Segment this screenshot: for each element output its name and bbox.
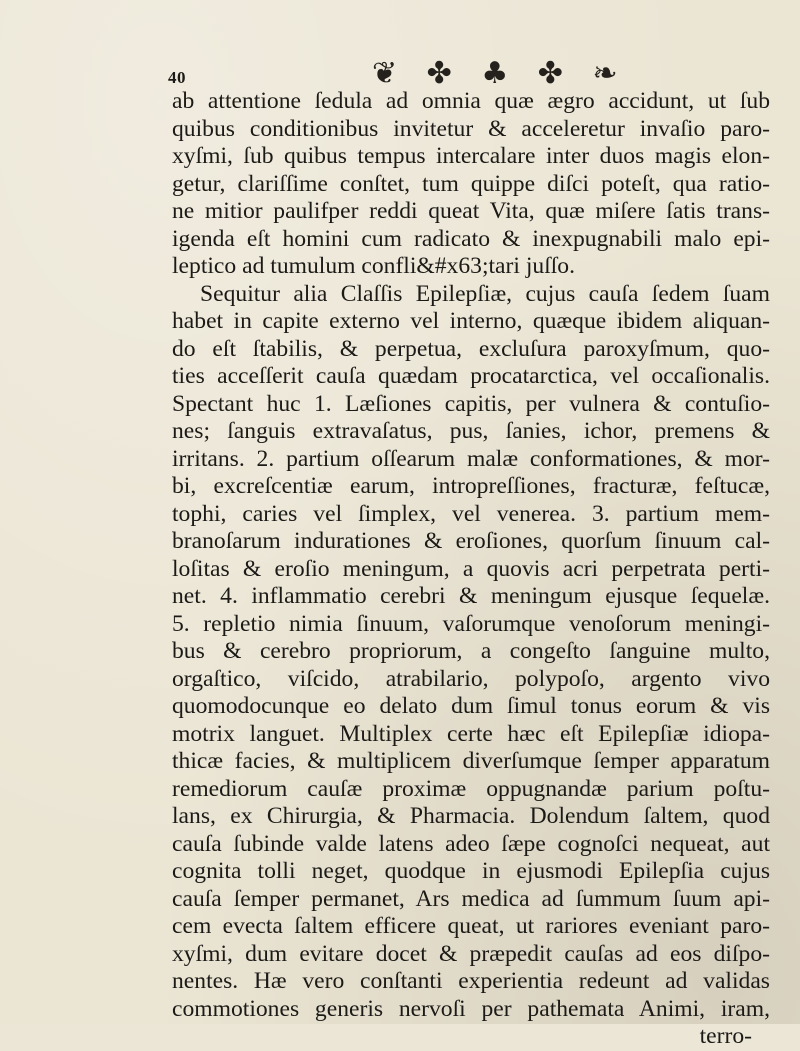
text-line: getur, clariſſime conſtet, tum quippe diſci poteſt, qua ratio- [172,170,770,197]
text-line: Spectant huc 1. Læſiones capitis, per vulnera & contuſio- [172,390,770,417]
text-line: cem evecta ſaltem efficere queat, ut rariores eveniant paro- [172,913,770,939]
text-line: cauſa ſubinde valde latens adeo ſæpe cognoſci nequeat, aut [172,830,770,857]
text-line: quomodocunque eo delato dum ſimul tonus eorum & vis [172,693,770,719]
text-line: orgaſtico, viſcido, atrabilario, polypoſo, argento vivo [172,665,770,692]
text-line: thicæ facies, & multiplicem diverſumque ſemper apparatum [172,748,770,774]
text-line: xyſmi, ſub quibus tempus intercalare inter duos magis elon- [172,143,770,169]
text-line: ne mitior paulifper reddi queat Vita, quæ miſere ſatis trans- [172,198,770,224]
text-line: cognita tolli neget, quodque in ejusmodi Epilepſia cujus [172,858,770,884]
text-line: tophi, caries vel ſimplex, vel venerea. 3. partium mem- [172,500,770,527]
text-line: net. 4. inflammatio cerebri & meningum ejusque ſequelæ. [172,583,770,609]
text-line: bi, excreſcentiæ earum, intropreſſiones, fracturæ, feſtucæ, [172,473,770,499]
text-line: igenda eſt homini cum radicato & inexpugnabili malo epi- [172,225,770,252]
text-line: motrix languet. Multiplex certe hæc eſt Epilepſiæ idiopa- [172,720,770,747]
ornament-icon: ❦ ✤ ♣ ✤ ❧ [372,56,628,91]
text-line: loſitas & eroſio meningum, a quovis acri perpetrata perti- [172,555,770,582]
text-line: leptico ad tumulum confli&#x63;tari juſſo. [172,253,575,279]
text-line: irritans. 2. partium oſſearum malæ conformationes, & mor- [172,445,770,472]
text-line: branoſarum indurationes & eroſiones, quorſum ſinuum cal- [172,528,770,554]
text-line: ab attentione ſedula ad omnia quæ ægro accidunt, ut ſub [172,88,770,114]
text-line: commotiones generis nervoſi per pathemata Animi, iram, [172,995,770,1022]
body-text [172,88,770,1051]
text-line: remediorum cauſæ proximæ oppugnandæ parium poſtu- [172,775,770,802]
text-line: cauſa ſemper permanet, Ars medica ad ſummum ſuum api- [172,885,770,912]
text-line: habet in capite externo vel interno, quæque ibidem aliquan- [172,308,770,334]
text-line: Sequitur alia Claſſis Epilepſiæ, cujus cauſa ſedem ſuam [200,280,770,307]
text-line: lans, ex Chirurgia, & Pharmacia. Dolendum ſaltem, quod [172,803,770,829]
catchword: terro- [699,1023,752,1049]
text-line: ties acceſſerit cauſa quædam procatarctica, vel occaſionalis. [172,363,770,389]
page-header [150,46,710,91]
text-line: nes; ſanguis extravaſatus, pus, ſanies, ichor, premens & [172,418,770,444]
text-line: quibus conditionibus invitetur & acceleretur invaſio paro- [172,115,770,142]
page-number: 40 [168,68,186,87]
text-line: bus & cerebro propriorum, a congeſto ſanguine multo, [172,638,770,664]
text-line: do eſt ſtabilis, & perpetua, excluſura paroxyſmum, quo- [172,335,770,362]
text-line: xyſmi, dum evitare docet & præpedit cauſas ad eos diſpo- [172,940,770,967]
text-line: nentes. Hæ vero conſtanti experientia redeunt ad validas [172,968,770,994]
text-line: 5. repletio nimia ſinuum, vaſorumque venoſorum meningi- [172,610,770,637]
